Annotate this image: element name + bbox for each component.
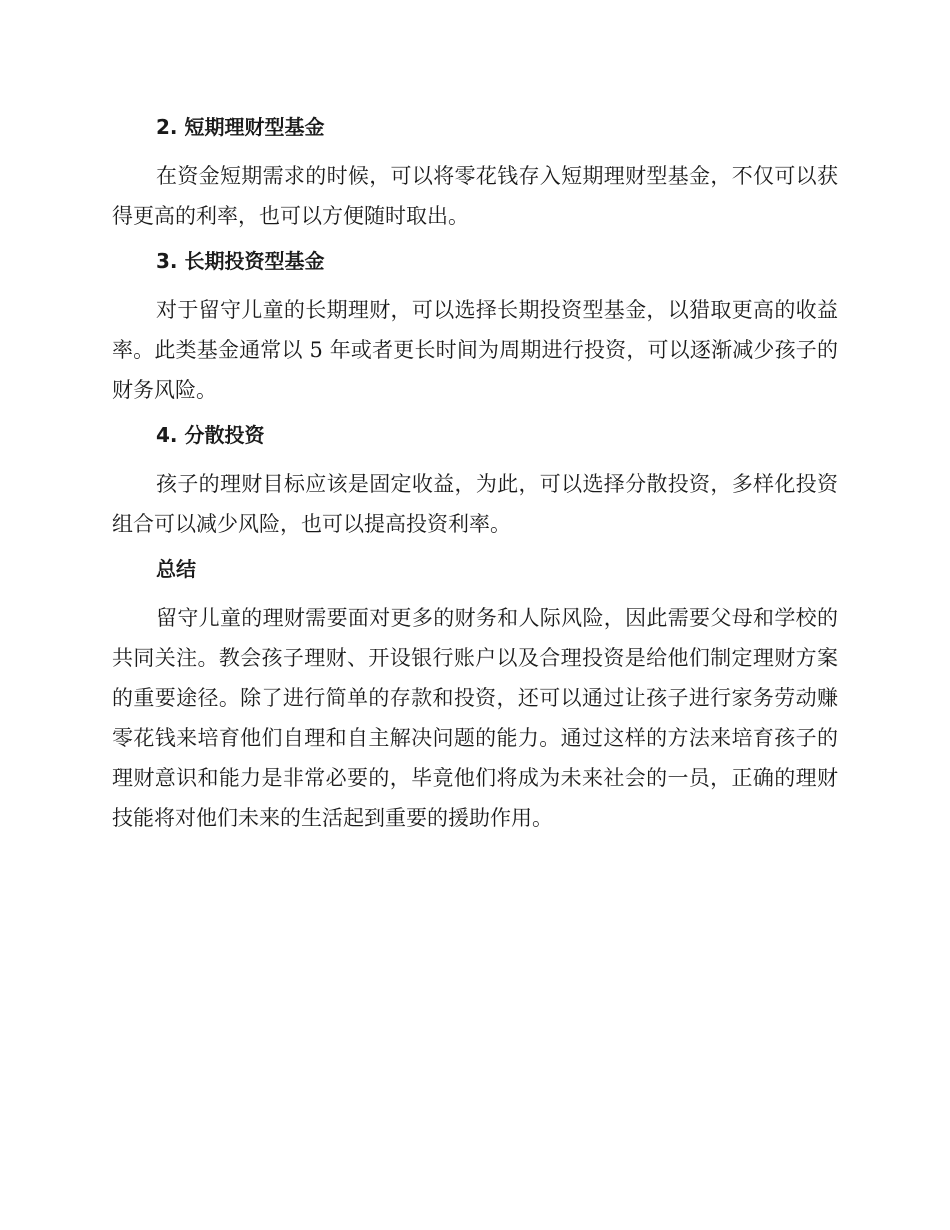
section-summary bbox=[112, 554, 838, 838]
section-heading: 3. 长期投资型基金 bbox=[156, 249, 325, 273]
section-heading: 2. 短期理财型基金 bbox=[156, 115, 325, 139]
section-paragraph: 在资金短期需求的时候，可以将零花钱存入短期理财型基金，不仅可以获得更高的利率，也可以方便随时取出。 bbox=[112, 164, 838, 228]
section-paragraph: 对于留守儿童的长期理财，可以选择长期投资型基金，以猎取更高的收益率。此类基金通常以 5 年或者更长时间为周期进行投资，可以逐渐减少孩子的财务风险。 bbox=[112, 298, 838, 402]
section-paragraph: 留守儿童的理财需要面对更多的财务和人际风险，因此需要父母和学校的共同关注。教会孩子理财、开设银行账户以及合理投资是给他们制定理财方案的重要途径。除了进行简单的存款和投资，还可以通过让孩子进行家务劳动赚零花钱来培育他们自理和自主解决问题的能力。通过这样的方法来培育孩子的理财意识和能力是非常必要的，毕竟他们将成为未来社会的一员，正确的理财技能将对他们未来的生活起到重要的援助作用。 bbox=[112, 606, 838, 830]
section-heading: 4. 分散投资 bbox=[156, 423, 265, 447]
section-long-term-fund bbox=[112, 246, 838, 410]
section-heading: 总结 bbox=[156, 557, 196, 581]
section-short-term-fund bbox=[112, 112, 838, 236]
section-paragraph: 孩子的理财目标应该是固定收益，为此，可以选择分散投资，多样化投资组合可以减少风险，也可以提高投资利率。 bbox=[112, 472, 838, 536]
section-diversified-investment bbox=[112, 420, 838, 544]
